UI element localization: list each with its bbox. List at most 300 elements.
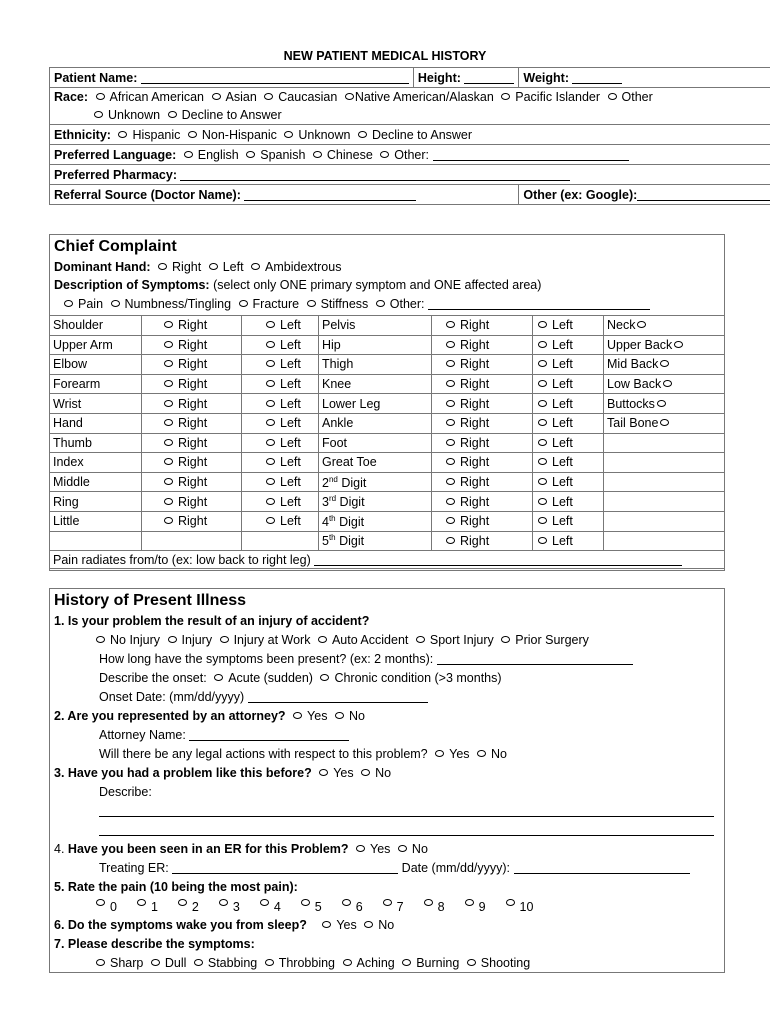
area-label: 3rd Digit bbox=[322, 494, 365, 510]
symptom-type-option[interactable]: Stabbing bbox=[190, 956, 257, 970]
left-option[interactable]: Left bbox=[242, 453, 319, 473]
weight-field[interactable] bbox=[572, 72, 622, 84]
language-other-field[interactable] bbox=[433, 149, 629, 161]
radio-icon[interactable] bbox=[446, 439, 455, 446]
radio-icon[interactable] bbox=[446, 537, 455, 544]
right-option[interactable]: Right bbox=[142, 492, 242, 512]
race-option[interactable]: Caucasian bbox=[260, 90, 337, 104]
left-option[interactable]: Left bbox=[533, 511, 604, 531]
left-option[interactable]: Left bbox=[242, 355, 319, 375]
injury-option[interactable]: Auto Accident bbox=[314, 633, 408, 647]
table-row bbox=[50, 433, 725, 453]
radio-icon[interactable] bbox=[293, 712, 302, 719]
area-label: Ankle bbox=[322, 416, 354, 431]
onset-option[interactable]: Chronic condition (>3 months) bbox=[316, 671, 501, 685]
hand-option[interactable]: Ambidextrous bbox=[247, 260, 341, 274]
radio-icon[interactable] bbox=[164, 360, 173, 367]
left-option[interactable]: Left bbox=[242, 335, 319, 355]
left-option[interactable]: Left bbox=[533, 316, 604, 336]
language-option[interactable]: Other: bbox=[376, 148, 429, 162]
radio-icon[interactable] bbox=[538, 537, 547, 544]
area-label-cell bbox=[319, 433, 432, 453]
right-option[interactable]: Right bbox=[432, 511, 533, 531]
area-label-cell: Hand bbox=[50, 413, 142, 433]
spine-area-cell[interactable]: Tail Bone bbox=[604, 413, 725, 433]
describe-label: Describe: bbox=[99, 785, 152, 799]
radio-icon[interactable] bbox=[164, 419, 173, 426]
area-label-cell bbox=[319, 453, 432, 473]
symptom-type-option[interactable]: Dull bbox=[147, 956, 187, 970]
area-label-cell bbox=[50, 531, 142, 551]
radio-icon[interactable] bbox=[660, 360, 669, 367]
pain-scale-option[interactable]: 0 bbox=[92, 900, 117, 914]
q2-label: 2. Are you represented by an attorney? bbox=[54, 709, 286, 723]
pain-scale-option[interactable]: 7 bbox=[379, 900, 404, 914]
symptom-type-option[interactable]: Shooting bbox=[463, 956, 530, 970]
radio-icon[interactable] bbox=[246, 151, 255, 158]
radio-icon[interactable] bbox=[538, 380, 547, 387]
area-label-cell bbox=[319, 394, 432, 414]
race-option[interactable]: Asian bbox=[208, 90, 257, 104]
referral-cell[interactable] bbox=[50, 185, 519, 205]
right-option[interactable]: Right bbox=[432, 394, 533, 414]
radio-icon[interactable] bbox=[266, 458, 275, 465]
radio-icon[interactable] bbox=[284, 131, 293, 138]
pain-scale-option[interactable]: 6 bbox=[338, 900, 363, 914]
left-option[interactable]: Left bbox=[242, 492, 319, 512]
symptom-option[interactable]: Stiffness bbox=[303, 297, 369, 311]
race-option[interactable]: Unknown bbox=[90, 108, 160, 122]
spine-area-cell[interactable] bbox=[604, 531, 725, 551]
left-option[interactable]: Left bbox=[242, 433, 319, 453]
symptom-other-field[interactable] bbox=[428, 298, 650, 310]
radio-icon[interactable] bbox=[178, 899, 187, 906]
radio-icon[interactable] bbox=[506, 899, 515, 906]
radio-icon[interactable] bbox=[477, 750, 486, 757]
radio-icon[interactable] bbox=[164, 321, 173, 328]
radio-icon[interactable] bbox=[538, 419, 547, 426]
radiates-field[interactable] bbox=[314, 554, 682, 566]
referral-field[interactable] bbox=[244, 189, 416, 201]
right-option[interactable]: Right bbox=[432, 413, 533, 433]
radio-icon[interactable] bbox=[446, 380, 455, 387]
radio-icon[interactable] bbox=[266, 360, 275, 367]
spine-area-cell[interactable]: Upper Back bbox=[604, 335, 725, 355]
weight-cell[interactable] bbox=[519, 68, 770, 88]
radio-icon[interactable] bbox=[266, 321, 275, 328]
radio-icon[interactable] bbox=[209, 263, 218, 270]
table-row bbox=[50, 492, 725, 512]
radio-icon[interactable] bbox=[538, 360, 547, 367]
radio-icon[interactable] bbox=[239, 300, 248, 307]
spine-area-cell[interactable] bbox=[604, 511, 725, 531]
yes-option[interactable]: Yes bbox=[318, 918, 356, 932]
left-option[interactable]: Left bbox=[533, 531, 604, 551]
no-option[interactable]: No bbox=[394, 842, 428, 856]
right-option[interactable]: Right bbox=[432, 453, 533, 473]
spine-area-cell[interactable] bbox=[604, 433, 725, 453]
treating-er-field[interactable] bbox=[172, 862, 398, 874]
injury-option[interactable]: Injury bbox=[164, 633, 213, 647]
radio-icon[interactable] bbox=[446, 419, 455, 426]
radio-icon[interactable] bbox=[214, 674, 223, 681]
left-option[interactable]: Left bbox=[533, 355, 604, 375]
radio-icon[interactable] bbox=[266, 517, 275, 524]
radio-icon[interactable] bbox=[361, 769, 370, 776]
radio-icon[interactable] bbox=[446, 517, 455, 524]
yes-option[interactable]: Yes bbox=[315, 766, 353, 780]
left-option[interactable]: Left bbox=[533, 374, 604, 394]
hand-option[interactable]: Right bbox=[154, 260, 201, 274]
radio-icon[interactable] bbox=[446, 400, 455, 407]
radio-icon[interactable] bbox=[301, 899, 310, 906]
pharmacy-field[interactable] bbox=[180, 169, 570, 181]
how-long-field[interactable] bbox=[437, 653, 633, 665]
pain-scale-option[interactable]: 9 bbox=[461, 900, 486, 914]
radio-icon[interactable] bbox=[538, 341, 547, 348]
left-option[interactable]: Left bbox=[242, 511, 319, 531]
radio-icon[interactable] bbox=[376, 300, 385, 307]
radio-icon[interactable] bbox=[538, 478, 547, 485]
right-option[interactable]: Right bbox=[142, 335, 242, 355]
radio-icon[interactable] bbox=[168, 111, 177, 118]
radio-icon[interactable] bbox=[264, 93, 273, 100]
radio-icon[interactable] bbox=[194, 959, 203, 966]
symptom-type-option[interactable]: Sharp bbox=[92, 956, 143, 970]
left-option[interactable]: Left bbox=[242, 316, 319, 336]
race-label: Race: bbox=[54, 90, 89, 104]
radio-icon[interactable] bbox=[164, 458, 173, 465]
radio-icon[interactable] bbox=[137, 899, 146, 906]
radiates-label: Pain radiates from/to (ex: low back to right leg) bbox=[53, 553, 311, 568]
injury-option[interactable]: Injury at Work bbox=[216, 633, 311, 647]
patient-info-table bbox=[49, 67, 770, 205]
right-option[interactable]: Right bbox=[432, 316, 533, 336]
symptom-option[interactable]: Pain bbox=[60, 297, 103, 311]
area-label-cell: Index bbox=[50, 453, 142, 473]
race-option[interactable]: Pacific Islander bbox=[497, 90, 600, 104]
symptom-option[interactable]: Other: bbox=[372, 297, 425, 311]
race-option[interactable]: Native American/Alaskan bbox=[341, 90, 494, 104]
area-label-cell bbox=[319, 413, 432, 433]
radio-icon[interactable] bbox=[465, 899, 474, 906]
spine-area-cell[interactable] bbox=[604, 472, 725, 492]
radio-icon[interactable] bbox=[251, 263, 260, 270]
symptom-option[interactable]: Fracture bbox=[235, 297, 300, 311]
right-option[interactable]: Right bbox=[142, 355, 242, 375]
no-option[interactable]: No bbox=[331, 709, 365, 723]
symptom-type-option[interactable]: Burning bbox=[398, 956, 459, 970]
pain-scale-option[interactable]: 3 bbox=[215, 900, 240, 914]
pain-scale-option[interactable]: 1 bbox=[133, 900, 158, 914]
radio-icon[interactable] bbox=[674, 341, 683, 348]
radio-icon[interactable] bbox=[501, 636, 510, 643]
symptom-type-option[interactable]: Aching bbox=[339, 956, 395, 970]
radio-icon[interactable] bbox=[538, 517, 547, 524]
left-option[interactable]: Left bbox=[533, 413, 604, 433]
radio-icon[interactable] bbox=[446, 478, 455, 485]
right-option[interactable]: Right bbox=[142, 413, 242, 433]
left-option[interactable]: Left bbox=[533, 492, 604, 512]
spine-area-cell[interactable]: Mid Back bbox=[604, 355, 725, 375]
radio-icon[interactable] bbox=[538, 321, 547, 328]
pain-scale-option[interactable]: 8 bbox=[420, 900, 445, 914]
radio-icon[interactable] bbox=[164, 478, 173, 485]
spine-area-cell[interactable]: Neck bbox=[604, 316, 725, 336]
right-option[interactable]: Right bbox=[142, 511, 242, 531]
radio-icon[interactable] bbox=[663, 380, 672, 387]
right-option[interactable]: Right bbox=[432, 335, 533, 355]
q1-label: 1. Is your problem the result of an injury of accident? bbox=[54, 614, 370, 628]
ethnicity-option[interactable]: Hispanic bbox=[114, 128, 180, 142]
race-row bbox=[50, 88, 770, 125]
height-label: Height: bbox=[417, 70, 461, 85]
radio-icon[interactable] bbox=[313, 151, 322, 158]
race-option[interactable]: African American bbox=[92, 90, 204, 104]
radio-icon[interactable] bbox=[168, 636, 177, 643]
radio-icon[interactable] bbox=[322, 921, 331, 928]
area-label-cell bbox=[319, 472, 432, 492]
radio-icon[interactable] bbox=[435, 750, 444, 757]
right-option[interactable]: Right bbox=[432, 355, 533, 375]
radio-icon[interactable] bbox=[111, 300, 120, 307]
radio-icon[interactable] bbox=[356, 845, 365, 852]
injury-option[interactable]: No Injury bbox=[92, 633, 160, 647]
ethnicity-label: Ethnicity: bbox=[54, 127, 111, 142]
area-label: Great Toe bbox=[322, 455, 377, 470]
area-label: Lower Leg bbox=[322, 396, 381, 411]
area-label: 4th Digit bbox=[322, 513, 365, 529]
area-label-cell: Little bbox=[50, 511, 142, 531]
ethnicity-option[interactable]: Non-Hispanic bbox=[184, 128, 277, 142]
radio-icon[interactable] bbox=[319, 769, 328, 776]
injury-option[interactable]: Prior Surgery bbox=[497, 633, 589, 647]
language-option[interactable]: English bbox=[180, 148, 239, 162]
radio-icon[interactable] bbox=[660, 419, 669, 426]
area-label: Foot bbox=[322, 435, 348, 450]
radio-icon[interactable] bbox=[446, 321, 455, 328]
pain-scale-option[interactable]: 10 bbox=[502, 900, 534, 914]
pain-scale-option[interactable]: 2 bbox=[174, 900, 199, 914]
radio-icon[interactable] bbox=[220, 636, 229, 643]
radio-icon[interactable] bbox=[538, 439, 547, 446]
radio-icon[interactable] bbox=[188, 131, 197, 138]
table-row bbox=[50, 511, 725, 531]
radio-icon[interactable] bbox=[538, 498, 547, 505]
right-option[interactable]: Right bbox=[432, 531, 533, 551]
symptom-option[interactable]: Numbness/Tingling bbox=[107, 297, 232, 311]
radio-icon[interactable] bbox=[416, 636, 425, 643]
right-option[interactable]: Right bbox=[432, 374, 533, 394]
radio-icon[interactable] bbox=[637, 321, 646, 328]
right-option[interactable]: Right bbox=[142, 374, 242, 394]
right-option[interactable]: Right bbox=[142, 472, 242, 492]
chief-complaint-title: Chief Complaint bbox=[54, 238, 177, 255]
describe-line-2[interactable] bbox=[99, 824, 714, 836]
right-option[interactable] bbox=[142, 531, 242, 551]
radio-icon[interactable] bbox=[96, 959, 105, 966]
describe-line-1[interactable] bbox=[99, 805, 714, 817]
left-option[interactable]: Left bbox=[242, 394, 319, 414]
spine-area-cell[interactable]: Low Back bbox=[604, 374, 725, 394]
radio-icon[interactable] bbox=[342, 899, 351, 906]
radio-icon[interactable] bbox=[164, 498, 173, 505]
right-option[interactable]: Right bbox=[142, 394, 242, 414]
radio-icon[interactable] bbox=[94, 111, 103, 118]
radio-icon[interactable] bbox=[335, 712, 344, 719]
spine-area-cell[interactable] bbox=[604, 453, 725, 473]
radio-icon[interactable] bbox=[345, 93, 354, 100]
how-long-row bbox=[99, 652, 633, 666]
race-option[interactable]: Decline to Answer bbox=[164, 108, 282, 122]
radio-icon[interactable] bbox=[501, 93, 510, 100]
height-cell[interactable] bbox=[413, 68, 519, 88]
right-option[interactable]: Right bbox=[142, 433, 242, 453]
radio-icon[interactable] bbox=[446, 458, 455, 465]
left-option[interactable]: Left bbox=[533, 472, 604, 492]
pain-scale-option[interactable]: 4 bbox=[256, 900, 281, 914]
radio-icon[interactable] bbox=[380, 151, 389, 158]
referral-other-cell[interactable] bbox=[519, 185, 770, 205]
radio-icon[interactable] bbox=[164, 400, 173, 407]
radio-icon[interactable] bbox=[446, 360, 455, 367]
no-option[interactable]: No bbox=[360, 918, 394, 932]
radio-icon[interactable] bbox=[266, 400, 275, 407]
treating-er-row bbox=[99, 861, 690, 875]
body-area-table bbox=[49, 315, 725, 571]
radiates-row[interactable] bbox=[50, 551, 725, 571]
right-option[interactable]: Right bbox=[432, 472, 533, 492]
q7-label: 7. Please describe the symptoms: bbox=[54, 937, 255, 951]
left-option[interactable]: Left bbox=[242, 472, 319, 492]
left-option[interactable]: Left bbox=[242, 413, 319, 433]
left-option[interactable] bbox=[242, 531, 319, 551]
left-option[interactable]: Left bbox=[242, 374, 319, 394]
radio-icon[interactable] bbox=[266, 439, 275, 446]
radio-icon[interactable] bbox=[467, 959, 476, 966]
hand-option[interactable]: Left bbox=[205, 260, 244, 274]
table-row bbox=[50, 394, 725, 414]
radio-icon[interactable] bbox=[164, 439, 173, 446]
onset-option[interactable]: Acute (sudden) bbox=[210, 671, 313, 685]
radio-icon[interactable] bbox=[398, 845, 407, 852]
radio-icon[interactable] bbox=[96, 899, 105, 906]
pharmacy-row[interactable] bbox=[50, 165, 770, 185]
radio-icon[interactable] bbox=[608, 93, 617, 100]
area-label-cell bbox=[319, 511, 432, 531]
ethnicity-option[interactable]: Decline to Answer bbox=[354, 128, 472, 142]
radio-icon[interactable] bbox=[266, 419, 275, 426]
left-option[interactable]: Left bbox=[533, 394, 604, 414]
language-option[interactable]: Chinese bbox=[309, 148, 373, 162]
injury-option[interactable]: Sport Injury bbox=[412, 633, 494, 647]
spine-area-cell[interactable]: Buttocks bbox=[604, 394, 725, 414]
radio-icon[interactable] bbox=[151, 959, 160, 966]
radio-icon[interactable] bbox=[260, 899, 269, 906]
radio-icon[interactable] bbox=[64, 300, 73, 307]
er-date-field[interactable] bbox=[514, 862, 690, 874]
radio-icon[interactable] bbox=[424, 899, 433, 906]
radio-icon[interactable] bbox=[212, 93, 221, 100]
radio-icon[interactable] bbox=[184, 151, 193, 158]
right-option[interactable]: Right bbox=[432, 492, 533, 512]
attorney-name-field[interactable] bbox=[189, 729, 349, 741]
referral-other-label: Other (ex: Google): bbox=[523, 187, 638, 202]
radio-icon[interactable] bbox=[402, 959, 411, 966]
yes-option[interactable]: Yes bbox=[431, 747, 469, 761]
radio-icon[interactable] bbox=[158, 263, 167, 270]
radio-icon[interactable] bbox=[164, 517, 173, 524]
q4-label: Have you been seen in an ER for this Problem? bbox=[67, 842, 349, 856]
radio-icon[interactable] bbox=[266, 380, 275, 387]
weight-label: Weight: bbox=[523, 70, 569, 85]
radio-icon[interactable] bbox=[538, 458, 547, 465]
right-option[interactable]: Right bbox=[142, 453, 242, 473]
left-option[interactable]: Left bbox=[533, 335, 604, 355]
radio-icon[interactable] bbox=[364, 921, 373, 928]
race-option[interactable]: Other bbox=[604, 90, 653, 104]
radio-icon[interactable] bbox=[96, 93, 105, 100]
symptom-type-option[interactable]: Throbbing bbox=[261, 956, 335, 970]
radio-icon[interactable] bbox=[538, 400, 547, 407]
radio-icon[interactable] bbox=[164, 380, 173, 387]
yes-option[interactable]: Yes bbox=[352, 842, 390, 856]
ethnicity-option[interactable]: Unknown bbox=[280, 128, 350, 142]
table-row bbox=[50, 453, 725, 473]
left-option[interactable]: Left bbox=[533, 453, 604, 473]
pharmacy-label: Preferred Pharmacy: bbox=[54, 167, 177, 182]
radio-icon[interactable] bbox=[266, 478, 275, 485]
patient-name-cell[interactable] bbox=[50, 68, 414, 88]
area-label: Thigh bbox=[322, 357, 354, 372]
area-label-cell: Upper Arm bbox=[50, 335, 142, 355]
patient-name-field[interactable] bbox=[141, 72, 409, 84]
yes-option[interactable]: Yes bbox=[289, 709, 327, 723]
radio-icon[interactable] bbox=[164, 341, 173, 348]
radio-icon[interactable] bbox=[320, 674, 329, 681]
radio-icon[interactable] bbox=[219, 899, 228, 906]
radio-icon[interactable] bbox=[307, 300, 316, 307]
radio-icon[interactable] bbox=[446, 341, 455, 348]
radio-icon[interactable] bbox=[383, 899, 392, 906]
radio-icon[interactable] bbox=[358, 131, 367, 138]
radio-icon[interactable] bbox=[657, 400, 666, 407]
left-option[interactable]: Left bbox=[533, 433, 604, 453]
pain-scale-option[interactable]: 5 bbox=[297, 900, 322, 914]
radio-icon[interactable] bbox=[266, 341, 275, 348]
treating-er-label: Treating ER: bbox=[99, 861, 169, 875]
radio-icon[interactable] bbox=[446, 498, 455, 505]
radio-icon[interactable] bbox=[265, 959, 274, 966]
onset-date-field[interactable] bbox=[248, 691, 428, 703]
hpi-title: History of Present Illness bbox=[54, 592, 247, 609]
height-field[interactable] bbox=[464, 72, 514, 84]
radio-icon[interactable] bbox=[318, 636, 327, 643]
radio-icon[interactable] bbox=[343, 959, 352, 966]
language-option[interactable]: Spanish bbox=[242, 148, 305, 162]
spine-area-cell[interactable] bbox=[604, 492, 725, 512]
referral-other-field[interactable] bbox=[637, 189, 770, 201]
right-option[interactable]: Right bbox=[432, 433, 533, 453]
area-label: Pelvis bbox=[322, 318, 356, 333]
area-label: 2nd Digit bbox=[322, 474, 367, 490]
radio-icon[interactable] bbox=[96, 636, 105, 643]
radio-icon[interactable] bbox=[266, 498, 275, 505]
no-option[interactable]: No bbox=[357, 766, 391, 780]
radio-icon[interactable] bbox=[118, 131, 127, 138]
no-option[interactable]: No bbox=[473, 747, 507, 761]
right-option[interactable]: Right bbox=[142, 316, 242, 336]
